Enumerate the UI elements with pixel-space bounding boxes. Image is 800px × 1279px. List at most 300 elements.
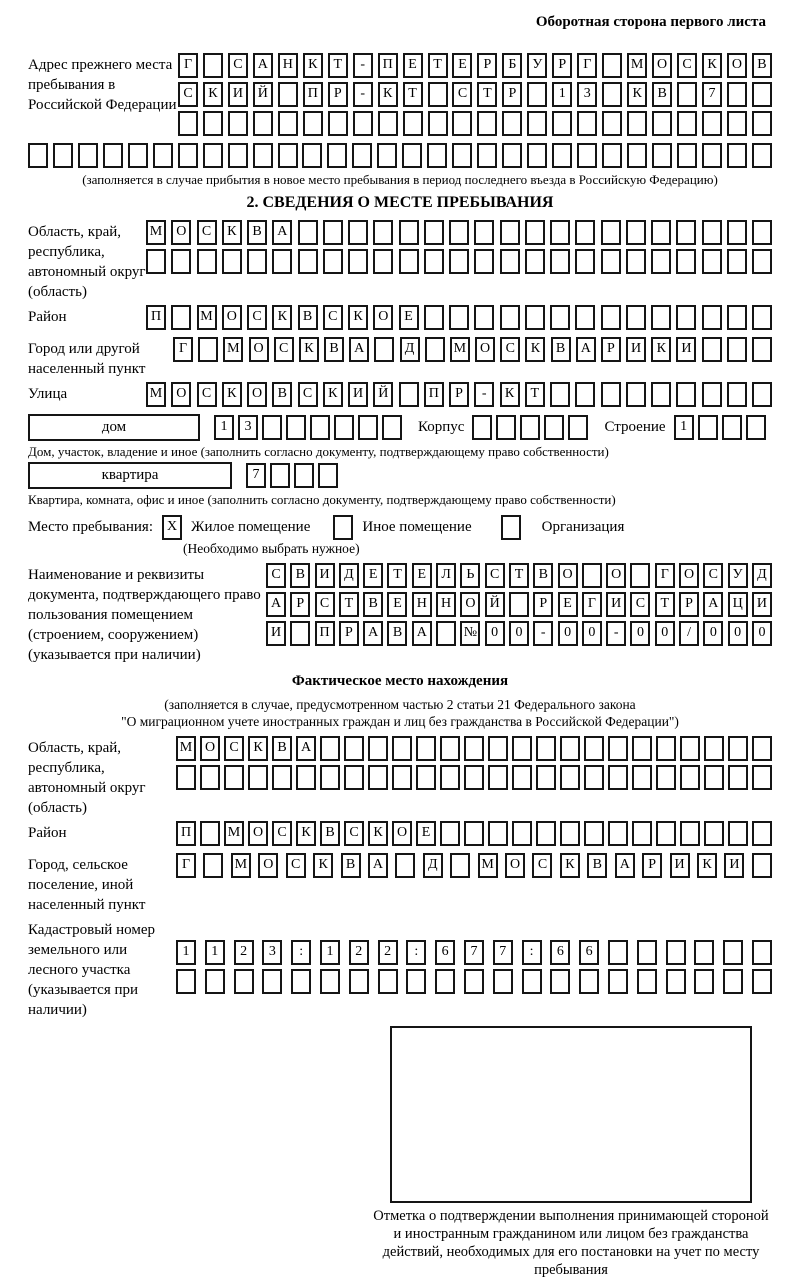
char-cell[interactable]: К <box>303 53 323 78</box>
char-cell[interactable] <box>424 220 444 245</box>
char-cell[interactable]: А <box>296 736 316 761</box>
char-cell[interactable]: О <box>222 305 242 330</box>
char-cell[interactable]: И <box>348 382 368 407</box>
char-cell[interactable]: Н <box>436 592 456 617</box>
char-cell[interactable]: К <box>368 821 388 846</box>
char-cell[interactable] <box>395 853 415 878</box>
char-cell[interactable] <box>752 249 772 274</box>
char-cell[interactable]: Р <box>290 592 310 617</box>
char-cell[interactable] <box>200 765 220 790</box>
char-cell[interactable] <box>601 305 621 330</box>
char-cell[interactable] <box>474 305 494 330</box>
char-cell[interactable] <box>575 220 595 245</box>
char-cell[interactable]: О <box>558 563 578 588</box>
char-cell[interactable] <box>474 220 494 245</box>
char-cell[interactable]: 0 <box>655 621 675 646</box>
char-cell[interactable]: 7 <box>464 940 484 965</box>
char-cell[interactable]: Т <box>403 82 423 107</box>
char-cell[interactable]: И <box>670 853 690 878</box>
char-cell[interactable]: К <box>299 337 319 362</box>
char-cell[interactable] <box>752 337 772 362</box>
char-cell[interactable] <box>428 82 448 107</box>
char-cell[interactable] <box>488 765 508 790</box>
char-cell[interactable] <box>353 111 373 136</box>
char-cell[interactable]: : <box>522 940 542 965</box>
char-cell[interactable] <box>575 382 595 407</box>
char-cell[interactable] <box>344 736 364 761</box>
char-cell[interactable]: К <box>296 821 316 846</box>
char-cell[interactable] <box>440 821 460 846</box>
char-cell[interactable]: П <box>176 821 196 846</box>
char-cell[interactable] <box>270 463 290 488</box>
char-cell[interactable] <box>278 143 298 168</box>
char-cell[interactable]: Е <box>412 563 432 588</box>
char-cell[interactable]: И <box>606 592 626 617</box>
char-cell[interactable]: О <box>460 592 480 617</box>
char-cell[interactable]: П <box>303 82 323 107</box>
char-cell[interactable] <box>608 736 628 761</box>
char-cell[interactable] <box>727 337 747 362</box>
char-cell[interactable]: А <box>349 337 369 362</box>
char-cell[interactable] <box>502 143 522 168</box>
char-cell[interactable]: 3 <box>238 415 258 440</box>
char-cell[interactable] <box>602 53 622 78</box>
char-cell[interactable] <box>348 220 368 245</box>
char-cell[interactable] <box>228 143 248 168</box>
char-cell[interactable] <box>550 305 570 330</box>
char-cell[interactable]: Й <box>373 382 393 407</box>
char-cell[interactable]: В <box>290 563 310 588</box>
char-cell[interactable]: О <box>248 821 268 846</box>
char-cell[interactable] <box>677 82 697 107</box>
char-cell[interactable]: К <box>248 736 268 761</box>
char-cell[interactable]: 7 <box>702 82 722 107</box>
char-cell[interactable] <box>318 463 338 488</box>
char-cell[interactable] <box>608 969 628 994</box>
char-cell[interactable] <box>440 765 460 790</box>
char-cell[interactable]: Е <box>416 821 436 846</box>
char-cell[interactable]: О <box>258 853 278 878</box>
char-cell[interactable] <box>627 111 647 136</box>
char-cell[interactable] <box>449 305 469 330</box>
char-cell[interactable]: А <box>272 220 292 245</box>
char-cell[interactable]: 0 <box>728 621 748 646</box>
char-cell[interactable] <box>171 249 191 274</box>
char-cell[interactable] <box>637 969 657 994</box>
char-cell[interactable] <box>550 220 570 245</box>
char-cell[interactable]: А <box>253 53 273 78</box>
char-cell[interactable]: М <box>176 736 196 761</box>
char-cell[interactable] <box>416 765 436 790</box>
char-cell[interactable] <box>666 969 686 994</box>
char-cell[interactable] <box>584 765 604 790</box>
char-cell[interactable]: В <box>320 821 340 846</box>
char-cell[interactable]: Г <box>577 53 597 78</box>
char-cell[interactable] <box>320 736 340 761</box>
char-cell[interactable] <box>652 111 672 136</box>
char-cell[interactable]: Н <box>278 53 298 78</box>
char-cell[interactable] <box>520 415 540 440</box>
char-cell[interactable]: А <box>368 853 388 878</box>
char-cell[interactable] <box>178 111 198 136</box>
char-cell[interactable]: К <box>697 853 717 878</box>
char-cell[interactable]: А <box>363 621 383 646</box>
char-cell[interactable]: А <box>615 853 635 878</box>
char-cell[interactable]: О <box>652 53 672 78</box>
char-cell[interactable] <box>608 821 628 846</box>
char-cell[interactable]: Н <box>412 592 432 617</box>
char-cell[interactable]: - <box>606 621 626 646</box>
char-cell[interactable] <box>651 382 671 407</box>
char-cell[interactable] <box>676 220 696 245</box>
char-cell[interactable] <box>552 111 572 136</box>
char-cell[interactable]: 3 <box>577 82 597 107</box>
char-cell[interactable] <box>694 969 714 994</box>
char-cell[interactable] <box>403 111 423 136</box>
char-cell[interactable]: С <box>178 82 198 107</box>
char-cell[interactable]: А <box>703 592 723 617</box>
char-cell[interactable] <box>552 143 572 168</box>
char-cell[interactable]: В <box>652 82 672 107</box>
char-cell[interactable] <box>424 305 444 330</box>
char-cell[interactable] <box>348 249 368 274</box>
char-cell[interactable]: С <box>500 337 520 362</box>
char-cell[interactable]: В <box>533 563 553 588</box>
char-cell[interactable] <box>509 592 529 617</box>
char-cell[interactable]: О <box>171 220 191 245</box>
char-cell[interactable]: Е <box>363 563 383 588</box>
char-cell[interactable] <box>601 220 621 245</box>
char-cell[interactable] <box>493 969 513 994</box>
char-cell[interactable]: И <box>626 337 646 362</box>
char-cell[interactable] <box>103 143 123 168</box>
char-cell[interactable]: Т <box>655 592 675 617</box>
char-cell[interactable] <box>577 143 597 168</box>
char-cell[interactable]: К <box>272 305 292 330</box>
char-cell[interactable] <box>294 463 314 488</box>
char-cell[interactable]: М <box>231 853 251 878</box>
char-cell[interactable] <box>536 765 556 790</box>
char-cell[interactable]: В <box>324 337 344 362</box>
char-cell[interactable] <box>320 969 340 994</box>
char-cell[interactable] <box>752 111 772 136</box>
char-cell[interactable] <box>680 736 700 761</box>
char-cell[interactable]: Т <box>525 382 545 407</box>
char-cell[interactable] <box>727 382 747 407</box>
char-cell[interactable] <box>428 111 448 136</box>
char-cell[interactable]: Р <box>449 382 469 407</box>
char-cell[interactable] <box>525 305 545 330</box>
char-cell[interactable]: О <box>200 736 220 761</box>
char-cell[interactable] <box>449 220 469 245</box>
char-cell[interactable] <box>399 220 419 245</box>
char-cell[interactable]: 0 <box>703 621 723 646</box>
char-cell[interactable] <box>626 382 646 407</box>
char-cell[interactable] <box>358 415 378 440</box>
char-cell[interactable]: К <box>651 337 671 362</box>
char-cell[interactable]: В <box>341 853 361 878</box>
char-cell[interactable] <box>536 736 556 761</box>
char-cell[interactable]: № <box>460 621 480 646</box>
char-cell[interactable]: С <box>272 821 292 846</box>
char-cell[interactable] <box>677 143 697 168</box>
char-cell[interactable] <box>727 111 747 136</box>
char-cell[interactable] <box>637 940 657 965</box>
char-cell[interactable]: М <box>478 853 498 878</box>
char-cell[interactable] <box>234 969 254 994</box>
char-cell[interactable] <box>373 220 393 245</box>
char-cell[interactable] <box>373 249 393 274</box>
char-cell[interactable]: С <box>286 853 306 878</box>
char-cell[interactable] <box>632 736 652 761</box>
char-cell[interactable] <box>368 736 388 761</box>
char-cell[interactable]: - <box>474 382 494 407</box>
char-cell[interactable] <box>399 382 419 407</box>
char-cell[interactable]: Р <box>533 592 553 617</box>
char-cell[interactable] <box>702 382 722 407</box>
char-cell[interactable] <box>651 305 671 330</box>
char-cell[interactable]: С <box>532 853 552 878</box>
char-cell[interactable] <box>727 305 747 330</box>
char-cell[interactable]: О <box>249 337 269 362</box>
char-cell[interactable] <box>496 415 516 440</box>
char-cell[interactable] <box>502 111 522 136</box>
char-cell[interactable]: Т <box>387 563 407 588</box>
char-cell[interactable]: Г <box>582 592 602 617</box>
char-cell[interactable] <box>694 940 714 965</box>
char-cell[interactable] <box>512 736 532 761</box>
char-cell[interactable] <box>452 111 472 136</box>
char-cell[interactable] <box>464 736 484 761</box>
char-cell[interactable] <box>203 111 223 136</box>
char-cell[interactable] <box>602 143 622 168</box>
char-cell[interactable] <box>352 143 372 168</box>
char-cell[interactable] <box>464 969 484 994</box>
char-cell[interactable] <box>577 111 597 136</box>
char-cell[interactable] <box>550 969 570 994</box>
char-cell[interactable]: 1 <box>214 415 234 440</box>
char-cell[interactable]: И <box>266 621 286 646</box>
char-cell[interactable] <box>501 515 521 540</box>
char-cell[interactable]: О <box>679 563 699 588</box>
char-cell[interactable] <box>702 337 722 362</box>
char-cell[interactable] <box>28 143 48 168</box>
char-cell[interactable]: И <box>676 337 696 362</box>
char-cell[interactable]: - <box>353 82 373 107</box>
char-cell[interactable]: С <box>344 821 364 846</box>
char-cell[interactable]: С <box>323 305 343 330</box>
char-cell[interactable]: С <box>266 563 286 588</box>
char-cell[interactable]: О <box>373 305 393 330</box>
char-cell[interactable] <box>550 382 570 407</box>
char-cell[interactable]: А <box>412 621 432 646</box>
char-cell[interactable]: П <box>146 305 166 330</box>
char-cell[interactable] <box>752 940 772 965</box>
char-cell[interactable]: Г <box>176 853 196 878</box>
char-cell[interactable] <box>656 736 676 761</box>
char-cell[interactable]: Р <box>339 621 359 646</box>
char-cell[interactable] <box>78 143 98 168</box>
char-cell[interactable] <box>452 143 472 168</box>
char-cell[interactable] <box>146 249 166 274</box>
char-cell[interactable] <box>262 415 282 440</box>
char-cell[interactable] <box>450 853 470 878</box>
char-cell[interactable] <box>608 940 628 965</box>
char-cell[interactable]: С <box>630 592 650 617</box>
char-cell[interactable]: 0 <box>485 621 505 646</box>
char-cell[interactable] <box>752 821 772 846</box>
char-cell[interactable]: 6 <box>435 940 455 965</box>
char-cell[interactable]: Е <box>558 592 578 617</box>
char-cell[interactable] <box>286 415 306 440</box>
char-cell[interactable]: И <box>228 82 248 107</box>
char-cell[interactable]: Д <box>423 853 443 878</box>
char-cell[interactable]: 6 <box>579 940 599 965</box>
char-cell[interactable]: М <box>627 53 647 78</box>
char-cell[interactable] <box>464 821 484 846</box>
char-cell[interactable]: О <box>727 53 747 78</box>
char-cell[interactable] <box>727 143 747 168</box>
char-cell[interactable]: Л <box>436 563 456 588</box>
char-cell[interactable]: Т <box>339 592 359 617</box>
char-cell[interactable] <box>291 969 311 994</box>
char-cell[interactable]: В <box>387 621 407 646</box>
char-cell[interactable] <box>627 143 647 168</box>
char-cell[interactable]: В <box>272 382 292 407</box>
char-cell[interactable]: В <box>298 305 318 330</box>
char-cell[interactable] <box>727 249 747 274</box>
char-cell[interactable] <box>425 337 445 362</box>
char-cell[interactable] <box>568 415 588 440</box>
char-cell[interactable]: К <box>702 53 722 78</box>
char-cell[interactable] <box>477 143 497 168</box>
char-cell[interactable] <box>382 415 402 440</box>
char-cell[interactable] <box>247 249 267 274</box>
char-cell[interactable] <box>525 249 545 274</box>
char-cell[interactable]: 7 <box>246 463 266 488</box>
char-cell[interactable]: : <box>291 940 311 965</box>
char-cell[interactable] <box>704 765 724 790</box>
char-cell[interactable] <box>500 220 520 245</box>
char-cell[interactable]: К <box>378 82 398 107</box>
char-cell[interactable]: Т <box>428 53 448 78</box>
char-cell[interactable] <box>224 765 244 790</box>
char-cell[interactable] <box>153 143 173 168</box>
char-cell[interactable] <box>656 821 676 846</box>
char-cell[interactable] <box>303 111 323 136</box>
char-cell[interactable]: К <box>627 82 647 107</box>
char-cell[interactable]: 0 <box>558 621 578 646</box>
char-cell[interactable] <box>349 969 369 994</box>
char-cell[interactable] <box>602 82 622 107</box>
char-cell[interactable] <box>253 143 273 168</box>
char-cell[interactable] <box>608 765 628 790</box>
char-cell[interactable] <box>656 765 676 790</box>
char-cell[interactable] <box>440 736 460 761</box>
char-cell[interactable] <box>527 143 547 168</box>
char-cell[interactable] <box>464 765 484 790</box>
char-cell[interactable] <box>128 143 148 168</box>
char-cell[interactable] <box>310 415 330 440</box>
char-cell[interactable]: С <box>197 220 217 245</box>
char-cell[interactable]: Р <box>601 337 621 362</box>
char-cell[interactable]: П <box>378 53 398 78</box>
char-cell[interactable] <box>320 765 340 790</box>
char-cell[interactable]: У <box>527 53 547 78</box>
char-cell[interactable]: Й <box>253 82 273 107</box>
char-cell[interactable] <box>472 415 492 440</box>
char-cell[interactable]: 1 <box>205 940 225 965</box>
char-cell[interactable]: К <box>222 382 242 407</box>
char-cell[interactable] <box>702 249 722 274</box>
char-cell[interactable] <box>500 249 520 274</box>
char-cell[interactable] <box>752 220 772 245</box>
char-cell[interactable] <box>203 853 223 878</box>
dom-type-box[interactable]: дом <box>28 414 200 441</box>
char-cell[interactable]: - <box>353 53 373 78</box>
char-cell[interactable]: Т <box>509 563 529 588</box>
char-cell[interactable] <box>527 82 547 107</box>
char-cell[interactable] <box>392 736 412 761</box>
char-cell[interactable]: А <box>576 337 596 362</box>
char-cell[interactable] <box>178 143 198 168</box>
char-cell[interactable] <box>601 382 621 407</box>
char-cell[interactable]: 1 <box>176 940 196 965</box>
char-cell[interactable]: В <box>587 853 607 878</box>
char-cell[interactable] <box>248 765 268 790</box>
char-cell[interactable] <box>632 765 652 790</box>
char-cell[interactable] <box>676 305 696 330</box>
char-cell[interactable] <box>374 337 394 362</box>
char-cell[interactable] <box>575 249 595 274</box>
char-cell[interactable]: К <box>560 853 580 878</box>
char-cell[interactable]: Д <box>752 563 772 588</box>
char-cell[interactable]: С <box>485 563 505 588</box>
char-cell[interactable] <box>424 249 444 274</box>
char-cell[interactable] <box>474 249 494 274</box>
char-cell[interactable] <box>296 765 316 790</box>
char-cell[interactable]: Р <box>502 82 522 107</box>
char-cell[interactable] <box>512 821 532 846</box>
char-cell[interactable]: 0 <box>752 621 772 646</box>
char-cell[interactable] <box>435 969 455 994</box>
char-cell[interactable]: Е <box>399 305 419 330</box>
char-cell[interactable] <box>651 220 671 245</box>
char-cell[interactable] <box>722 415 742 440</box>
char-cell[interactable]: К <box>525 337 545 362</box>
char-cell[interactable] <box>676 382 696 407</box>
char-cell[interactable]: С <box>298 382 318 407</box>
char-cell[interactable]: М <box>223 337 243 362</box>
char-cell[interactable] <box>406 969 426 994</box>
char-cell[interactable] <box>477 111 497 136</box>
char-cell[interactable] <box>677 111 697 136</box>
char-cell[interactable] <box>272 249 292 274</box>
char-cell[interactable]: М <box>450 337 470 362</box>
char-cell[interactable]: Ц <box>728 592 748 617</box>
char-cell[interactable] <box>377 143 397 168</box>
char-cell[interactable] <box>200 821 220 846</box>
char-cell[interactable] <box>302 143 322 168</box>
char-cell[interactable] <box>198 337 218 362</box>
char-cell[interactable]: 1 <box>320 940 340 965</box>
char-cell[interactable] <box>752 736 772 761</box>
char-cell[interactable]: 2 <box>378 940 398 965</box>
char-cell[interactable] <box>752 969 772 994</box>
char-cell[interactable] <box>630 563 650 588</box>
char-cell[interactable]: Р <box>477 53 497 78</box>
char-cell[interactable] <box>203 143 223 168</box>
